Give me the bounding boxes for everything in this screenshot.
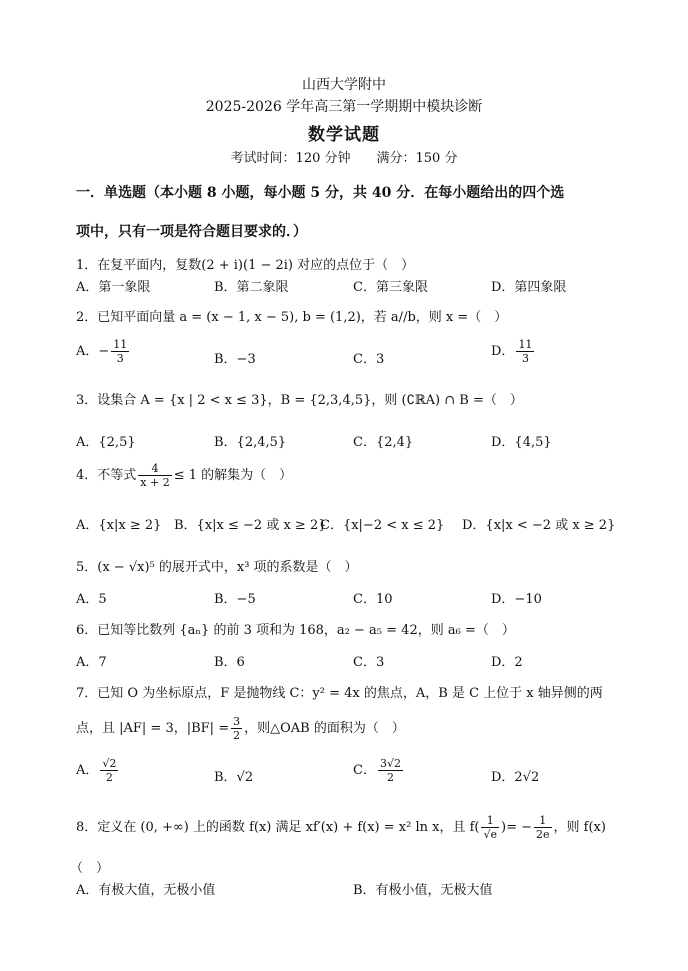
q7-c-numerator: 3√2 [379, 757, 401, 770]
q6-option-a: A．7 [76, 655, 107, 670]
question-4-stem [76, 462, 292, 489]
q2-option-d-label: D． [491, 344, 515, 359]
q2-option-c: C．3 [353, 352, 385, 367]
q8-eq: = − [506, 820, 533, 835]
q3-option-a: A．{2,5} [76, 435, 136, 450]
question-5-stem: 5．(x − √x)⁵ 的展开式中，x³ 项的系数是（ ） [76, 560, 358, 575]
question-3-stem: 3．设集合 A = {x | 2 < x ≤ 3}，B = {2,3,4,5}，则 (∁ℝA) ∩ B =（ ） [76, 393, 523, 408]
q7-line2-post: ，则△OAB 的面积为（ ） [244, 721, 405, 736]
q7-option-c [353, 757, 405, 784]
q7-line2-numerator: 3 [233, 715, 241, 728]
q2-a-numerator: 11 [113, 338, 128, 351]
q7-option-a-fraction [100, 757, 118, 784]
q7-option-c-label: C． [353, 763, 376, 778]
q8-rhs-denominator: 2e [536, 828, 550, 841]
q4-option-d: D．{x|x < −2 或 x ≥ 2} [462, 518, 616, 533]
q4-stem-pre: 4．不等式 [76, 468, 137, 483]
q6-option-b: B．6 [214, 655, 245, 670]
q4-fraction [138, 462, 171, 489]
q5-option-b: B．−5 [214, 592, 256, 607]
q8-option-b: B．有极小值，无极大值 [353, 883, 493, 898]
q8-arg-denominator: √e [483, 828, 498, 841]
question-2-stem: 2．已知平面向量 a = (x − 1, x − 5), b = (1,2)，若 a//b，则 x =（ ） [76, 310, 508, 325]
question-8-line2: （ ） [70, 861, 110, 876]
section-heading-line1: 一．单选题（本小题 8 小题，每小题 5 分，共 40 分．在每小题给出的四个选 [76, 185, 565, 201]
exam-info: 考试时间：120 分钟 满分：150 分 [230, 151, 458, 166]
q8-arg-fraction [481, 814, 499, 841]
q7-line2-denominator: 2 [233, 729, 241, 742]
q7-a-numerator: √2 [102, 757, 117, 770]
q4-stem-post: ≤ 1 的解集为（ ） [173, 468, 293, 483]
q2-a-denominator: 3 [116, 352, 124, 365]
question-1-stem: 1．在复平面内，复数(2 + i)(1 − 2i) 对应的点位于（ ） [76, 258, 415, 273]
q7-option-b: B．√2 [214, 770, 254, 785]
q3-option-c: C．{2,4} [353, 435, 414, 450]
q1-option-c: C．第三象限 [353, 280, 428, 295]
q7-option-a [76, 757, 120, 784]
q2-option-b: B．−3 [214, 352, 256, 367]
q7-option-a-label: A． [76, 763, 99, 778]
school-name: 山西大学附中 [302, 77, 386, 93]
q7-c-denominator: 2 [386, 771, 394, 784]
q3-option-b: B．{2,4,5} [214, 435, 287, 450]
q8-rhs-numerator: 1 [534, 814, 552, 828]
q5-option-d: D．−10 [491, 592, 542, 607]
q7-a-denominator: 2 [105, 771, 113, 784]
q2-option-a [76, 338, 131, 365]
question-8-line1: 8．定义在 (0, +∞) 上的函数 f(x) 满足 xf′(x) + f(x) = x² ln x，且 f( $\frac{1}{√e}$ )= − $\frac{1}{2e}$ ，则 f(x) [76, 814, 606, 841]
q5-option-c: C．10 [353, 592, 393, 607]
section-heading-line2: 项中，只有一项是符合题目要求的．） [76, 224, 307, 240]
q4-option-c: C．{x|−2 < x ≤ 2} [320, 518, 445, 533]
q7-line2-fraction [231, 715, 242, 742]
q7-option-d: D．2√2 [491, 770, 540, 785]
q6-option-d: D．2 [491, 655, 523, 670]
question-7-line2 [76, 715, 405, 742]
q2-d-denominator: 3 [521, 352, 529, 365]
q2-d-numerator: 11 [518, 338, 533, 351]
q7-line2-pre: 点，且 |AF| = 3，|BF| = [76, 721, 230, 736]
q8-rhs-fraction [534, 814, 552, 841]
q1-option-a: A．第一象限 [76, 280, 151, 295]
q2-option-d-fraction [516, 338, 534, 365]
q4-option-a: A．{x|x ≥ 2} [76, 518, 162, 533]
q5-option-a: A．5 [76, 592, 107, 607]
question-6-stem: 6．已知等比数列 {aₙ} 的前 3 项和为 168，a₂ − a₅ = 42，则 a₆ =（ ） [76, 623, 515, 638]
q1-option-d: D．第四象限 [491, 280, 567, 295]
q2-option-d [491, 338, 536, 365]
q2-option-a-fraction [111, 338, 129, 365]
q2-option-a-sign: A．− [76, 344, 110, 359]
q8-arg-numerator: 1 [481, 814, 499, 828]
question-7-line1: 7．已知 O 为坐标原点，F 是抛物线 C：y² = 4x 的焦点，A，B 是 C 上位于 x 轴异侧的两 [76, 686, 603, 701]
q8-option-a: A．有极大值，无极小值 [76, 883, 216, 898]
q7-option-c-fraction [378, 757, 403, 784]
q1-option-b: B．第二象限 [214, 280, 289, 295]
q6-option-c: C．3 [353, 655, 385, 670]
q3-option-d: D．{4,5} [491, 435, 552, 450]
q4-option-b: B．{x|x ≤ −2 或 x ≥ 2} [174, 518, 327, 533]
q8-line1-pre: 8．定义在 (0, +∞) 上的函数 f(x) 满足 xf′(x) + f(x) = x² ln x，且 f [76, 820, 475, 835]
q4-denominator: x + 2 [140, 476, 170, 489]
exam-title: 2025-2026 学年高三第一学期期中模块诊断 [205, 99, 483, 115]
q8-line1-post: ，则 f(x) [553, 820, 606, 835]
subject-title: 数学试题 [308, 125, 380, 145]
q4-numerator: 4 [138, 462, 171, 476]
